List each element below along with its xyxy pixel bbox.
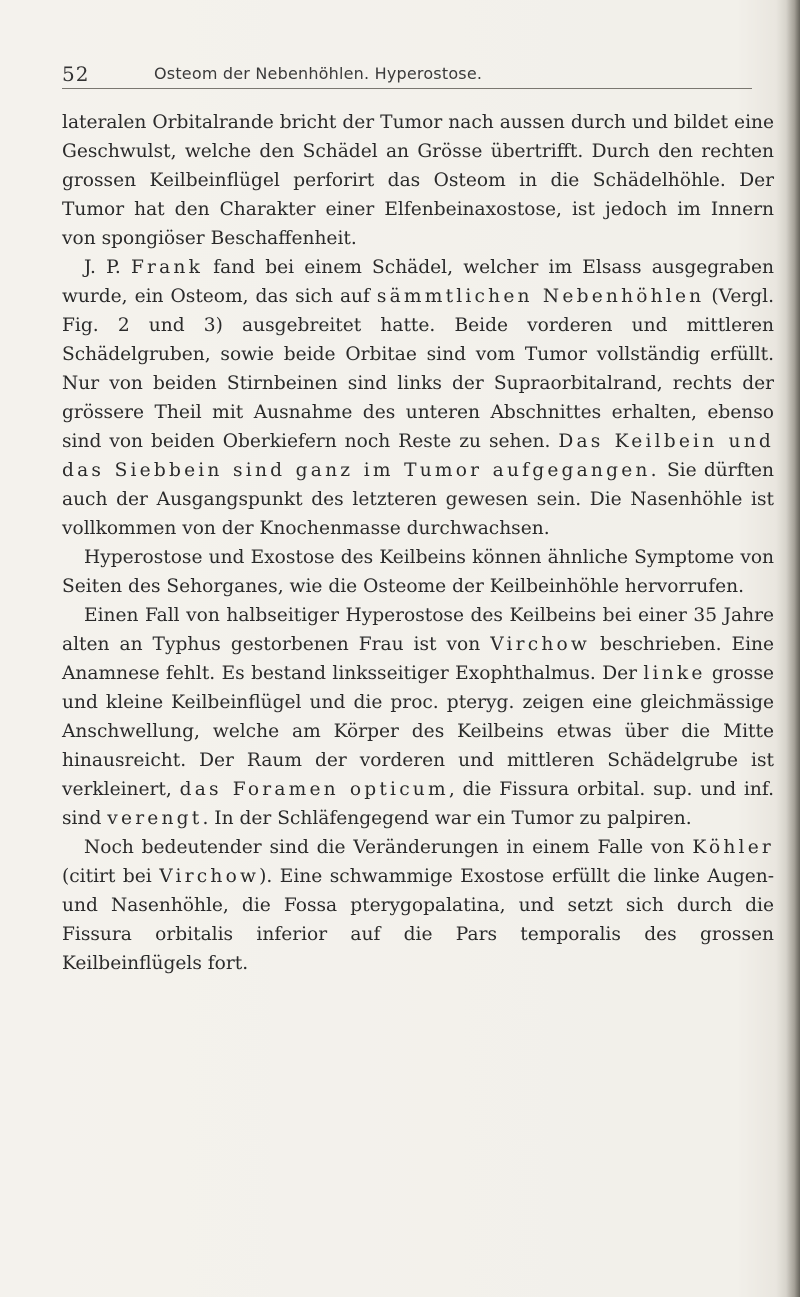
text-run: Sie dürften auch der Ausgangspunkt des letzteren gewesen sein. Die Nasenhöhle ist vollkommen von der Knochenmasse durchwachsen. [62, 460, 774, 539]
running-head: Osteom der Nebenhöhlen. Hyperostose. [154, 64, 483, 83]
paragraph-p4 [62, 601, 774, 833]
page-header [62, 58, 752, 88]
emphasis-spaced-text: linke [643, 663, 706, 684]
page-edge-shadow [786, 0, 800, 1297]
text-run: Einen Fall von halbseitiger Hyperostose des Keilbeins bei einer 35 Jahre alten an Typhus gestorbenen Frau ist von [62, 605, 774, 655]
emphasis-spaced-text: Virchow [159, 866, 260, 887]
page-number: 52 [62, 62, 90, 86]
paragraph-p3 [62, 543, 774, 601]
text-run: beschrieben. Eine Anamnese fehlt. Es bestand linksseitiger Exophthalmus. Der [62, 634, 774, 684]
text-run: lateralen Orbitalrande bricht der Tumor nach aussen durch und bildet eine Geschwulst, welche den Schädel an Grösse übertrifft. Durch den rechten grossen Keilbeinflügel perforirt das Osteom in die Schädelhöhle. Der Tumor hat den Charakter einer Elfenbeinaxostose, ist jedoch im Innern von spongiöser Beschaffenheit. [62, 112, 774, 249]
text-run: (citirt bei [62, 866, 160, 887]
emphasis-spaced-text: Virchow [490, 634, 591, 655]
emphasis-spaced-text: sämmtlichen Nebenhöhlen [376, 286, 705, 307]
text-run: , die Fissura orbital. sup. und inf. sind [62, 779, 774, 829]
text-run: fand bei einem Schädel, welcher im Elsass ausgegraben wurde, ein Osteom, das sich auf [62, 257, 774, 307]
text-run: grosse und kleine Keilbeinflügel und die proc. pteryg. zeigen eine gleichmässige Anschwellung, welche am Körper des Keilbeins etwas über die Mitte hinausreicht. Der Raum der vorderen und mittleren Schädelgrube ist verkleinert, [62, 663, 775, 800]
emphasis-spaced-text: Das Keilbein und das Siebbein sind ganz im Tumor aufgegangen. [62, 431, 774, 481]
paragraph-p1 [62, 108, 774, 253]
emphasis-spaced-text: verengt [107, 808, 203, 829]
text-run: Hyperostose und Exostose des Keilbeins können ähnliche Symptome von Seiten des Sehorganes, wie die Osteome der Keilbeinhöhle hervorrufen. [62, 547, 774, 597]
emphasis-spaced-text: das Foramen opticum [179, 779, 449, 800]
text-run: ). Eine schwammige Exostose erfüllt die linke Augen- und Nasenhöhle, die Fossa pterygopalatina, und setzt sich durch die Fissura orbitalis inferior auf die Pars temporalis des grossen Keilbeinflügels fort. [62, 866, 774, 974]
emphasis-spaced-text: Köhler [692, 837, 774, 858]
paragraph-p5 [62, 833, 774, 978]
paragraph-p2 [62, 253, 774, 543]
text-run: (Vergl. Fig. 2 und 3) ausgebreitet hatte. Beide vorderen und mittleren Schädelgruben, sowie beide Orbitae sind vom Tumor vollständig erfüllt. Nur von beiden Stirnbeinen sind links der Supraorbitalrand, rechts der grössere Theil mit Ausnahme des unteren Abschnittes erhalten, ebenso sind von beiden Oberkiefern noch Reste zu sehen. [62, 286, 774, 452]
text-run: . In der Schläfengegend war ein Tumor zu palpiren. [202, 808, 692, 829]
text-run: J. P. [84, 257, 131, 278]
body-text [62, 108, 774, 978]
header-rule [62, 88, 752, 89]
text-run: Noch bedeutender sind die Veränderungen in einem Falle von [84, 837, 693, 858]
emphasis-spaced-text: Frank [130, 257, 204, 278]
